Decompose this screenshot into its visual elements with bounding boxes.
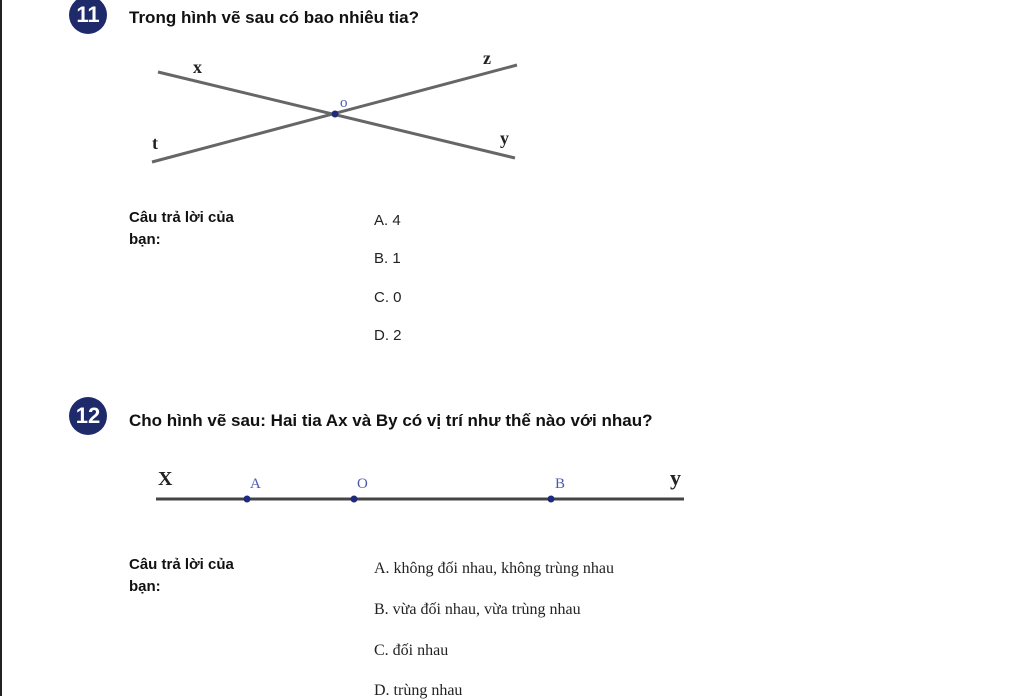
answer-label: Câu trả lời của bạn: (129, 556, 234, 595)
option-c[interactable]: C. đối nhau (374, 642, 449, 659)
label-o: O (357, 476, 368, 492)
label-y: y (500, 128, 509, 148)
option-b[interactable]: B. 1 (374, 250, 401, 267)
option-a[interactable]: A. không đối nhau, không trùng nhau (374, 560, 614, 577)
point-b (548, 496, 555, 503)
option-d[interactable]: D. trùng nhau (374, 682, 463, 699)
option-c[interactable]: C. 0 (374, 289, 402, 306)
option-d[interactable]: D. 2 (374, 327, 402, 344)
point-o (332, 111, 339, 118)
question-text: Cho hình vẽ sau: Hai tia Ax và By có vị trí như thế nào với nhau? (129, 411, 653, 430)
label-y: y (670, 465, 681, 490)
option-a[interactable]: A. 4 (374, 212, 401, 229)
page-left-border (0, 0, 2, 696)
question-text: Trong hình vẽ sau có bao nhiêu tia? (129, 8, 419, 27)
label-a: A (250, 476, 261, 492)
question-number-badge: 11 (69, 0, 107, 34)
label-o: o (340, 95, 348, 111)
question-number-badge: 12 (69, 397, 107, 435)
point-a (244, 496, 251, 503)
label-z: z (483, 48, 491, 68)
label-x: X (158, 468, 173, 490)
option-b[interactable]: B. vừa đối nhau, vừa trùng nhau (374, 601, 581, 618)
point-o (351, 496, 358, 503)
label-t: t (152, 133, 158, 153)
label-b: B (555, 476, 566, 492)
label-x: x (193, 57, 202, 77)
rays-figure (140, 40, 540, 180)
answer-label: Câu trả lời của bạn: (129, 209, 234, 248)
ray-line-figure (150, 455, 700, 515)
